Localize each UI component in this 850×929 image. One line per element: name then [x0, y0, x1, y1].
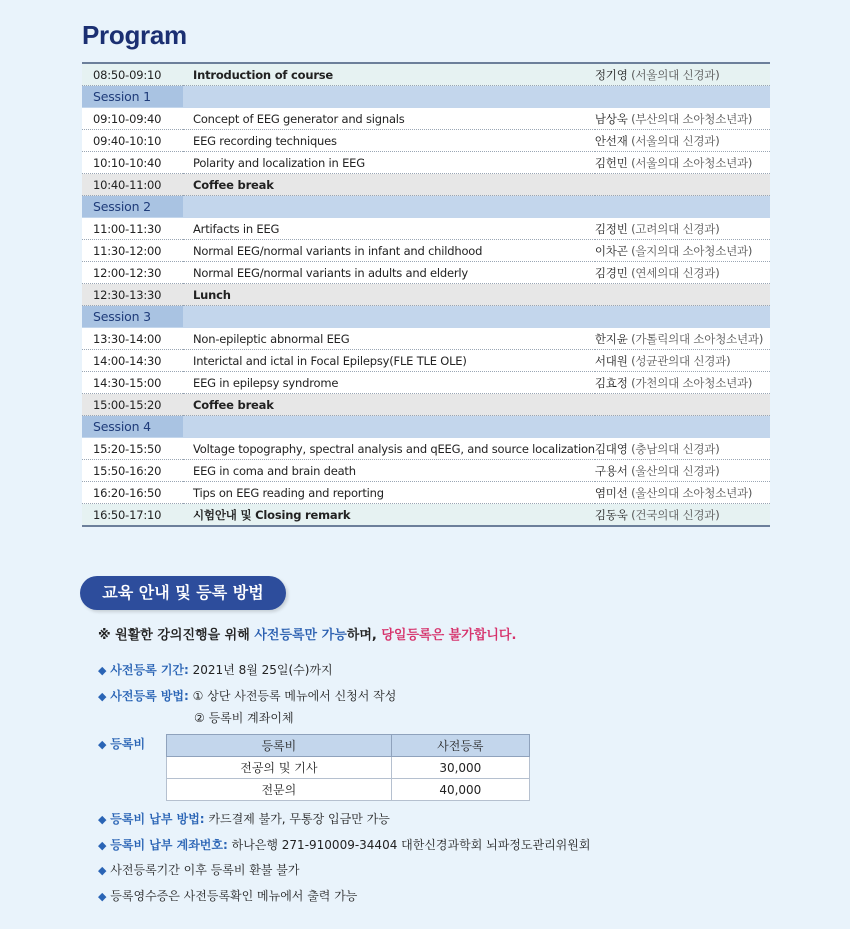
topic-cell: Interictal and ictal in Focal Epilepsy(FLE TLE OLE) [183, 350, 595, 372]
fee-type-cell: 전공의 및 기사 [167, 757, 392, 779]
speaker-name: 이차곤 [594, 243, 628, 258]
speaker-affiliation: (울산의대 신경과) [631, 463, 720, 478]
time-cell: 13:30-14:00 [82, 328, 183, 350]
speaker-cell [595, 152, 770, 174]
speaker-name: 김헌민 [594, 155, 628, 170]
speaker-name: 정기영 [594, 67, 628, 82]
speaker-affiliation: (건국의대 신경과) [631, 507, 720, 522]
speaker-cell [595, 504, 770, 527]
speaker-name: 남상욱 [594, 111, 628, 126]
speaker-cell [595, 482, 770, 504]
registration-method-step-1: ① 상단 사전등록 메뉴에서 신청서 작성 [192, 689, 397, 703]
session-label: Session 3 [82, 306, 183, 328]
diamond-bullet-icon: ◆ [98, 690, 107, 703]
speaker-name: 구용서 [594, 463, 628, 478]
speaker-cell [595, 218, 770, 240]
session-header-row [82, 86, 770, 108]
topic-cell: Artifacts in EEG [183, 218, 595, 240]
table-row [82, 460, 770, 482]
topic-cell: EEG in epilepsy syndrome [183, 372, 595, 394]
speaker-name: 김동욱 [594, 507, 628, 522]
table-row [82, 350, 770, 372]
table-row [82, 130, 770, 152]
account-number-value: 하나은행 271-910009-34404 대한신경과학회 뇌파정도관리위원회 [231, 838, 591, 852]
time-cell: 12:00-12:30 [82, 262, 183, 284]
speaker-cell [595, 372, 770, 394]
table-row [82, 504, 770, 527]
table-row [82, 240, 770, 262]
speaker-cell [595, 460, 770, 482]
time-cell: 14:30-15:00 [82, 372, 183, 394]
time-cell: 16:20-16:50 [82, 482, 183, 504]
notice-prefix: ※ 원활한 강의진행을 위해 [98, 628, 255, 643]
table-row [82, 174, 770, 196]
table-row [82, 328, 770, 350]
speaker-cell [595, 63, 770, 86]
session-label: Session 4 [82, 416, 183, 438]
time-cell: 15:50-16:20 [82, 460, 183, 482]
time-cell: 11:30-12:00 [82, 240, 183, 262]
fee-label: 등록비 [110, 737, 146, 751]
topic-cell: Coffee break [183, 174, 595, 196]
registration-method-step-2: ② 등록비 계좌이체 [194, 711, 294, 725]
session-header-row [82, 306, 770, 328]
payment-method-label: 등록비 납부 방법: [110, 812, 205, 826]
speaker-affiliation: (서울의대 소아청소년과) [631, 155, 753, 170]
topic-cell: Normal EEG/normal variants in adults and elderly [183, 262, 595, 284]
session-filler [183, 416, 770, 438]
table-row [82, 284, 770, 306]
speaker-name: 한지윤 [594, 331, 628, 346]
topic-cell: Concept of EEG generator and signals [183, 108, 595, 130]
speaker-affiliation: (충남의대 신경과) [631, 441, 720, 456]
time-cell: 09:40-10:10 [82, 130, 183, 152]
diamond-bullet-icon: ◆ [98, 738, 107, 751]
diamond-bullet-icon: ◆ [98, 664, 107, 677]
topic-cell: 시험안내 및 Closing remark [183, 504, 595, 527]
speaker-affiliation: (고려의대 신경과) [631, 221, 720, 236]
table-row [82, 262, 770, 284]
payment-method-value: 카드결제 불가, 무통장 입금만 가능 [208, 812, 390, 826]
speaker-cell [595, 438, 770, 460]
table-row [82, 108, 770, 130]
notice-highlight-blue: 사전등록만 가능 [254, 628, 347, 643]
registration-period-value: 2021년 8월 25일(수)까지 [192, 663, 333, 677]
table-row [82, 438, 770, 460]
session-filler [183, 306, 770, 328]
table-row [82, 63, 770, 86]
diamond-bullet-icon: ◆ [98, 864, 107, 877]
diamond-bullet-icon: ◆ [98, 839, 107, 852]
registration-period-label: 사전등록 기간: [110, 663, 189, 677]
topic-cell: Lunch [183, 284, 595, 306]
time-cell: 12:30-13:30 [82, 284, 183, 306]
program-table [82, 62, 770, 527]
diamond-bullet-icon: ◆ [98, 890, 107, 903]
table-row [167, 757, 530, 779]
topic-cell: EEG recording techniques [183, 130, 595, 152]
payment-method-item [98, 810, 390, 827]
speaker-cell [595, 130, 770, 152]
registration-method-label: 사전등록 방법: [110, 689, 189, 703]
refund-policy-text: 사전등록기간 이후 등록비 환불 불가 [110, 863, 300, 877]
speaker-name: 염미선 [594, 485, 628, 500]
session-header-row [82, 196, 770, 218]
fee-amount-cell: 40,000 [391, 779, 529, 801]
speaker-cell [595, 174, 770, 196]
speaker-name: 김경민 [594, 265, 628, 280]
section-title-badge: 교육 안내 및 등록 방법 [80, 576, 286, 610]
speaker-affiliation: (서울의대 신경과) [631, 133, 720, 148]
speaker-affiliation: (연세의대 신경과) [631, 265, 720, 280]
speaker-cell [595, 240, 770, 262]
speaker-cell [595, 350, 770, 372]
fee-item [98, 735, 145, 752]
session-header-row [82, 416, 770, 438]
table-row [82, 482, 770, 504]
fee-amount-cell: 30,000 [391, 757, 529, 779]
diamond-bullet-icon: ◆ [98, 813, 107, 826]
speaker-cell [595, 262, 770, 284]
time-cell: 10:10-10:40 [82, 152, 183, 174]
session-label: Session 2 [82, 196, 183, 218]
time-cell: 08:50-09:10 [82, 63, 183, 86]
time-cell: 09:10-09:40 [82, 108, 183, 130]
fee-table [166, 734, 530, 801]
speaker-affiliation: (울산의대 소아청소년과) [631, 485, 753, 500]
receipt-info-text: 등록영수증은 사전등록확인 메뉴에서 출력 가능 [110, 889, 358, 903]
speaker-name: 김대영 [594, 441, 628, 456]
topic-cell: Non-epileptic abnormal EEG [183, 328, 595, 350]
speaker-cell [595, 328, 770, 350]
notice-mid: 하며, [346, 628, 382, 643]
speaker-name: 김효정 [594, 375, 628, 390]
table-row [82, 394, 770, 416]
table-row [82, 152, 770, 174]
speaker-name: 서대원 [594, 353, 628, 368]
fee-type-cell: 전문의 [167, 779, 392, 801]
time-cell: 15:00-15:20 [82, 394, 183, 416]
account-number-label: 등록비 납부 계좌번호: [110, 838, 228, 852]
speaker-cell [595, 284, 770, 306]
speaker-name: 안선재 [594, 133, 628, 148]
session-filler [183, 86, 770, 108]
speaker-affiliation: (가천의대 소아청소년과) [631, 375, 753, 390]
table-row [82, 372, 770, 394]
speaker-affiliation: (가톨릭의대 소아청소년과) [631, 331, 764, 346]
table-row [82, 218, 770, 240]
fee-header-type: 등록비 [167, 735, 392, 757]
time-cell: 15:20-15:50 [82, 438, 183, 460]
topic-cell: EEG in coma and brain death [183, 460, 595, 482]
time-cell: 14:00-14:30 [82, 350, 183, 372]
time-cell: 10:40-11:00 [82, 174, 183, 196]
topic-cell: Tips on EEG reading and reporting [183, 482, 595, 504]
account-number-item [98, 836, 590, 853]
speaker-affiliation: (을지의대 소아청소년과) [631, 243, 753, 258]
speaker-affiliation: (성균관의대 신경과) [631, 353, 731, 368]
time-cell: 11:00-11:30 [82, 218, 183, 240]
speaker-affiliation: (서울의대 신경과) [631, 67, 720, 82]
fee-header-amount: 사전등록 [391, 735, 529, 757]
speaker-affiliation: (부산의대 소아청소년과) [631, 111, 753, 126]
notice-highlight-red: 당일등록은 불가합니다. [381, 628, 517, 643]
session-label: Session 1 [82, 86, 183, 108]
topic-cell: Introduction of course [183, 63, 595, 86]
speaker-name: 김정빈 [594, 221, 628, 236]
topic-cell: Normal EEG/normal variants in infant and childhood [183, 240, 595, 262]
table-row [167, 779, 530, 801]
topic-cell: Voltage topography, spectral analysis and qEEG, and source localization [183, 438, 595, 460]
registration-method-item [98, 687, 396, 704]
refund-policy-item [98, 861, 299, 878]
page-title: Program [82, 20, 187, 50]
time-cell: 16:50-17:10 [82, 504, 183, 527]
registration-notice [98, 624, 516, 643]
topic-cell: Polarity and localization in EEG [183, 152, 595, 174]
session-filler [183, 196, 770, 218]
receipt-info-item [98, 887, 357, 904]
registration-period-item [98, 661, 333, 678]
speaker-cell [595, 394, 770, 416]
speaker-cell [595, 108, 770, 130]
topic-cell: Coffee break [183, 394, 595, 416]
